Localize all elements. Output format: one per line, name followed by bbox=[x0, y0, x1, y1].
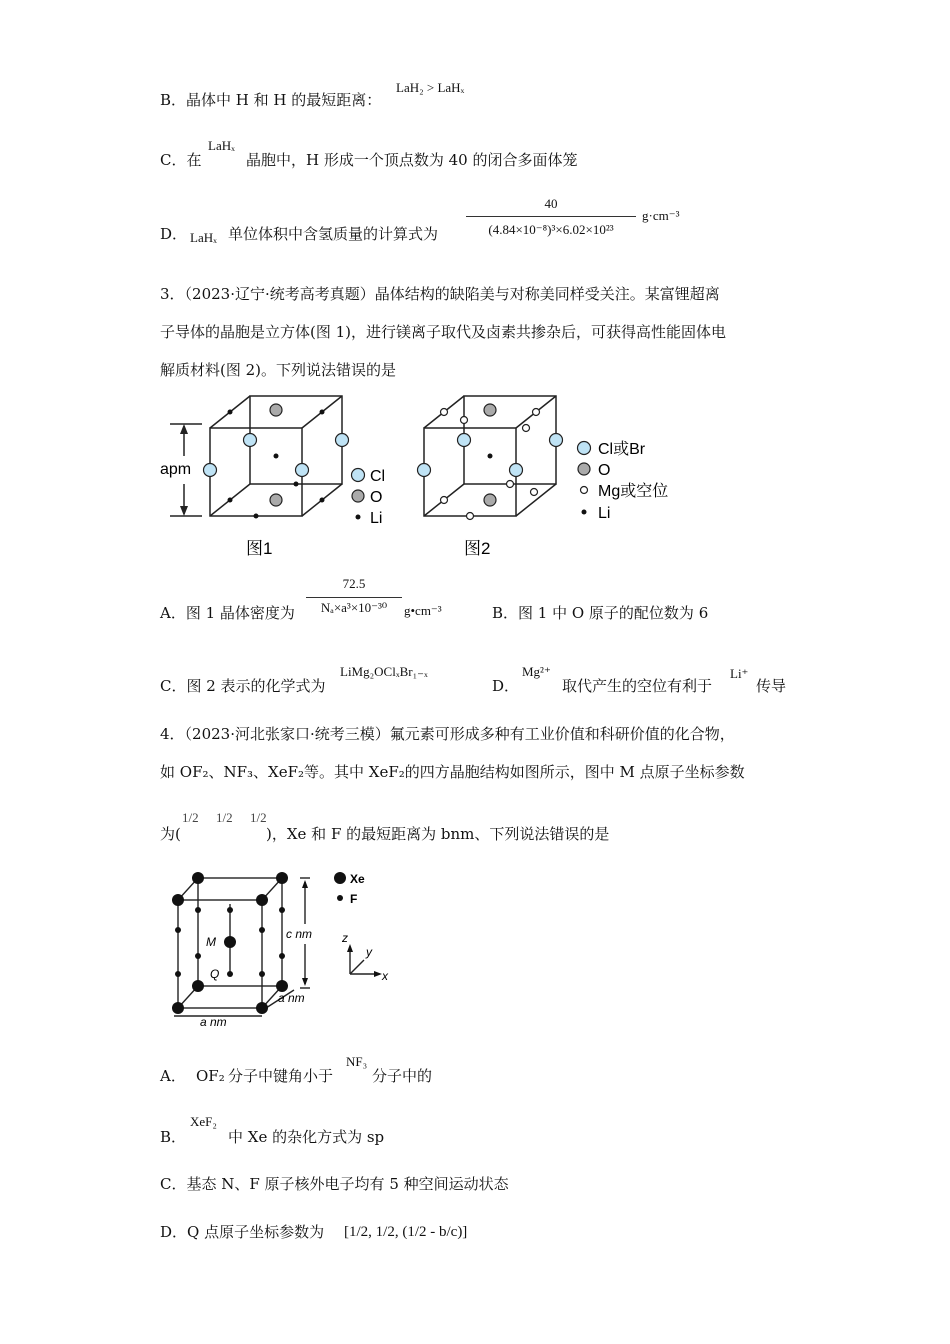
q2-option-b bbox=[160, 90, 381, 110]
q3-stem-line1: 3．（2023·辽宁·统考高考真题）晶体结构的缺陷美与对称美同样受关注。某富锂超离 bbox=[160, 285, 720, 303]
q2-option-d-unit: g·cm⁻³ bbox=[642, 208, 680, 223]
q2-option-d-pre: D． bbox=[160, 225, 188, 243]
q4-legend-f: F bbox=[350, 892, 358, 906]
q3-option-d-pre: D． bbox=[492, 677, 520, 695]
fig1-dim-label: apm bbox=[160, 461, 192, 478]
q3-option-a-pre: A．图 1 晶体密度为 bbox=[160, 604, 295, 622]
q4-half-3: 1/2 bbox=[250, 810, 267, 825]
q4-option-a-pre: A． bbox=[160, 1067, 186, 1085]
q2-option-d-formula: LaHₓ bbox=[190, 230, 217, 245]
q2-option-d-denominator: (4.84×10⁻⁸)³×6.02×10²³ bbox=[488, 222, 614, 237]
q3-option-d-formula2: Li⁺ bbox=[730, 666, 749, 681]
q4-option-a-mid: 分子中键角小于 bbox=[228, 1067, 334, 1085]
q4-stem-line3-post: )，Xe 和 F 的最短距离为 bnm、下列说法错误的是 bbox=[266, 825, 610, 843]
q4-half-1: 1/2 bbox=[182, 810, 199, 825]
q4-label-m: M bbox=[206, 935, 216, 949]
q2-option-c bbox=[160, 150, 201, 170]
q3-option-a-unit: g•cm⁻³ bbox=[404, 603, 442, 618]
q4-label-a-bottom: a nm bbox=[200, 1015, 227, 1029]
q3-option-a-denominator: Nₐ×a³×10⁻³⁰ bbox=[320, 600, 388, 615]
fig1-legend-o: O bbox=[370, 489, 383, 506]
fig2-legend-o: O bbox=[598, 462, 611, 479]
fig2-legend-li: Li bbox=[598, 505, 611, 522]
q3-option-d-formula1: Mg²⁺ bbox=[522, 664, 551, 679]
q4-axis-x: x bbox=[382, 969, 388, 983]
q4-label-c: c nm bbox=[286, 927, 313, 941]
q4-stem-line3-pre: 为( bbox=[160, 825, 181, 843]
q2-option-d-fraction-bar bbox=[466, 216, 636, 217]
q4-option-b-post: 中 Xe 的杂化方式为 sp bbox=[228, 1128, 385, 1146]
q3-option-d-mid: 取代产生的空位有利于 bbox=[562, 677, 713, 695]
q4-option-a-formula2: NF₃ bbox=[346, 1054, 368, 1069]
q3-stem-line3: 解质材料(图 2)。下列说法错误的是 bbox=[160, 361, 397, 379]
fig2-caption: 图2 bbox=[464, 539, 491, 558]
fig2-legend-cl-br: Cl或Br bbox=[598, 441, 646, 458]
q3-option-c-pre: C．图 2 表示的化学式为 bbox=[160, 677, 326, 695]
q4-legend-xe: Xe bbox=[350, 872, 365, 886]
q2-option-c-formula: LaHₓ bbox=[208, 138, 235, 153]
q3-stem-line2: 子导体的晶胞是立方体(图 1)，进行镁离子取代及卤素共掺杂后，可获得高性能固体电 bbox=[160, 323, 727, 341]
q3-option-c-formula: LiMg₂OClₓBr₁₋ₓ bbox=[340, 664, 428, 679]
q4-option-b-pre: B． bbox=[160, 1128, 187, 1146]
fig1-legend-li: Li bbox=[370, 510, 383, 527]
q4-label-q: Q bbox=[210, 967, 220, 981]
fig2-legend-mg: Mg或空位 bbox=[598, 483, 669, 500]
q2-option-c-post: 晶胞中，H 形成一个顶点数为 40 的闭合多面体笼 bbox=[246, 151, 578, 169]
q3-figures bbox=[160, 388, 720, 568]
q3-option-b: B．图 1 中 O 原子的配位数为 6 bbox=[492, 604, 709, 622]
q3-option-d-post: 传导 bbox=[756, 677, 787, 695]
q2-option-b-formula: LaH₂ > LaHₓ bbox=[396, 80, 465, 95]
q4-option-d-coords: [1/2, 1/2, (1/2 - b/c)] bbox=[344, 1224, 468, 1240]
q4-option-d-pre: D．Q 点原子坐标参数为 bbox=[160, 1223, 325, 1241]
fig1-caption: 图1 bbox=[246, 539, 273, 558]
q4-stem-line1: 4．（2023·河北张家口·统考三模）氟元素可形成多种有工业价值和科研价值的化合物， bbox=[160, 725, 735, 743]
q4-option-a-formula1: OF₂ bbox=[196, 1067, 225, 1085]
q2-option-c-pre: C．在 bbox=[160, 151, 202, 169]
q4-stem-line2: 如 OF₂、NF₃、XeF₂等。其中 XeF₂的四方晶胞结构如图所示，图中 M 点原子坐标参数 bbox=[160, 763, 745, 781]
q4-option-a-post: 分子中的 bbox=[372, 1067, 433, 1085]
q2-option-b-text: B．晶体中 H 和 H 的最短距离： bbox=[160, 91, 382, 109]
q4-label-a-side: a nm bbox=[278, 991, 305, 1005]
q4-axis-y: y bbox=[366, 945, 372, 959]
q4-option-b-formula: XeF₂ bbox=[190, 1114, 217, 1129]
fig1-legend-cl: Cl bbox=[370, 468, 386, 485]
q3-option-a-numerator: 72.5 bbox=[342, 576, 366, 591]
q4-half-2: 1/2 bbox=[216, 810, 233, 825]
q4-option-c: C．基态 N、F 原子核外电子均有 5 种空间运动状态 bbox=[160, 1175, 509, 1193]
q3-option-a-fraction-bar bbox=[306, 597, 402, 598]
q2-option-d-numerator: 40 bbox=[544, 196, 558, 211]
q4-crystal-figure bbox=[160, 864, 390, 1029]
q4-axis-z: z bbox=[342, 931, 348, 945]
q2-option-d-mid: 单位体积中含氢质量的计算式为 bbox=[228, 225, 439, 243]
